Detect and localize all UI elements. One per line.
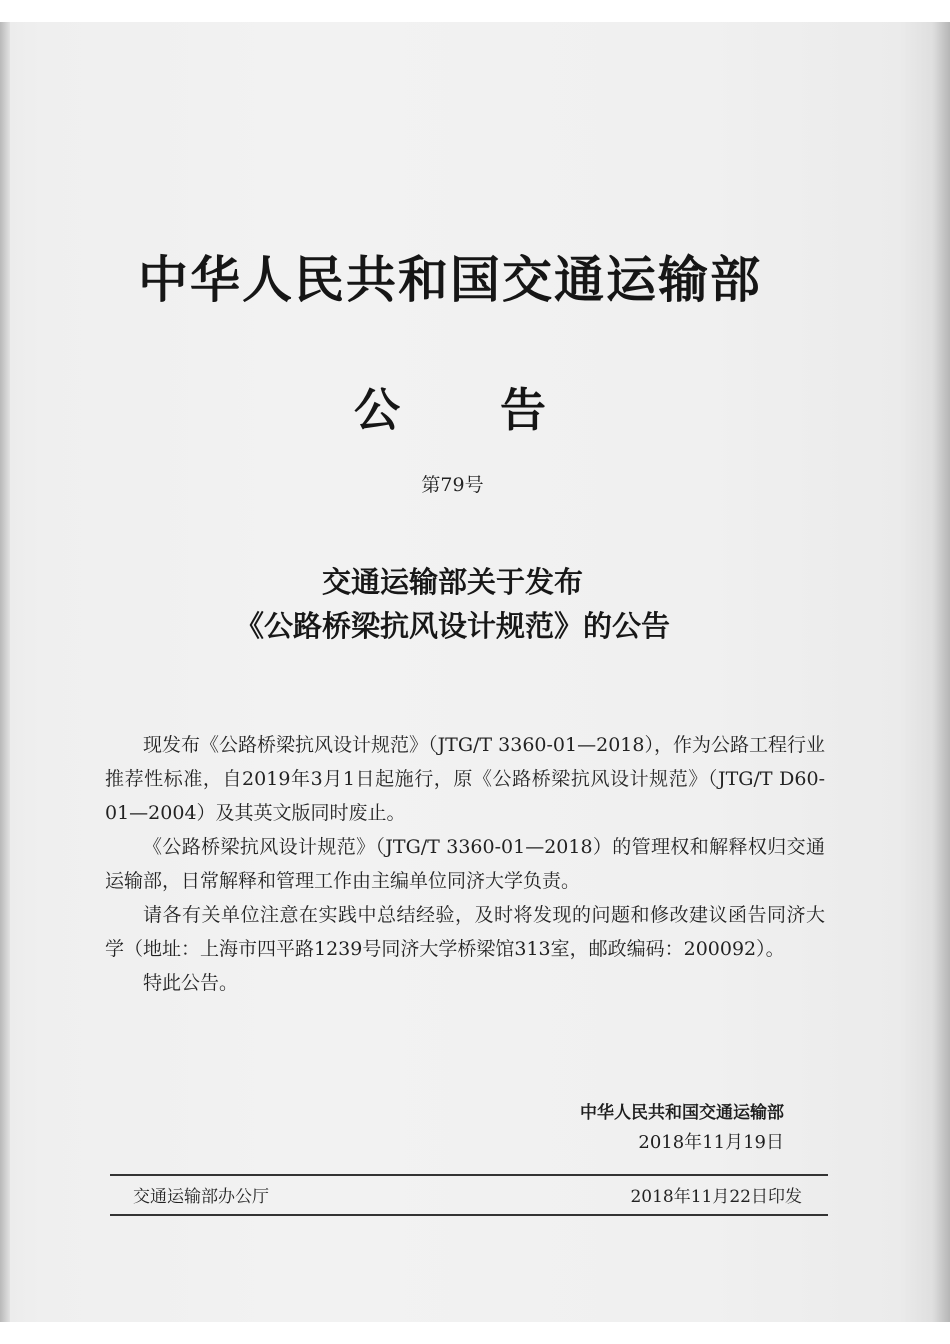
body-paragraph: 现发布《公路桥梁抗风设计规范》（JTG/T 3360-01—2018），作为公路工程行业推荐性标准，自2019年3月1日起施行，原《公路桥梁抗风设计规范》（JTG/T D60-01—2004）及其英文版同时废止。: [105, 734, 825, 824]
footer-rule-top: [110, 1174, 828, 1176]
notice-subject: [0, 560, 905, 648]
subject-line: 《公路桥梁抗风设计规范》的公告: [234, 609, 670, 643]
page-shadow: [932, 22, 950, 1322]
notice-number: 第79号: [421, 474, 484, 496]
footer-print-date: 2018年11月22日印发: [630, 1187, 802, 1207]
subject-line: 交通运输部关于发布: [321, 565, 583, 599]
body-paragraph: 特此公告。: [143, 972, 239, 994]
signature-date: 2018年11月19日: [638, 1132, 784, 1153]
signature-org: 中华人民共和国交通运输部: [580, 1103, 784, 1123]
notice-heading: 公告: [354, 383, 646, 437]
signature-block: [580, 1098, 784, 1158]
body-paragraph: 《公路桥梁抗风设计规范》（JTG/T 3360-01—2018）的管理权和解释权归交通运输部，日常解释和管理工作由主编单位同济大学负责。: [105, 836, 825, 892]
body-paragraph: 请各有关单位注意在实践中总结经验，及时将发现的问题和修改建议函告同济大学（地址：上海市四平路1239号同济大学桥梁馆313室，邮政编码：200092）。: [105, 904, 825, 960]
footer-issuer: 交通运输部办公厅: [133, 1187, 269, 1207]
ministry-title: 中华人民共和国交通运输部: [138, 251, 762, 309]
footer-rule-bottom: [110, 1214, 828, 1216]
page-edge: [0, 22, 10, 1322]
notice-body: [105, 728, 825, 1000]
document-photo: [0, 22, 950, 1322]
